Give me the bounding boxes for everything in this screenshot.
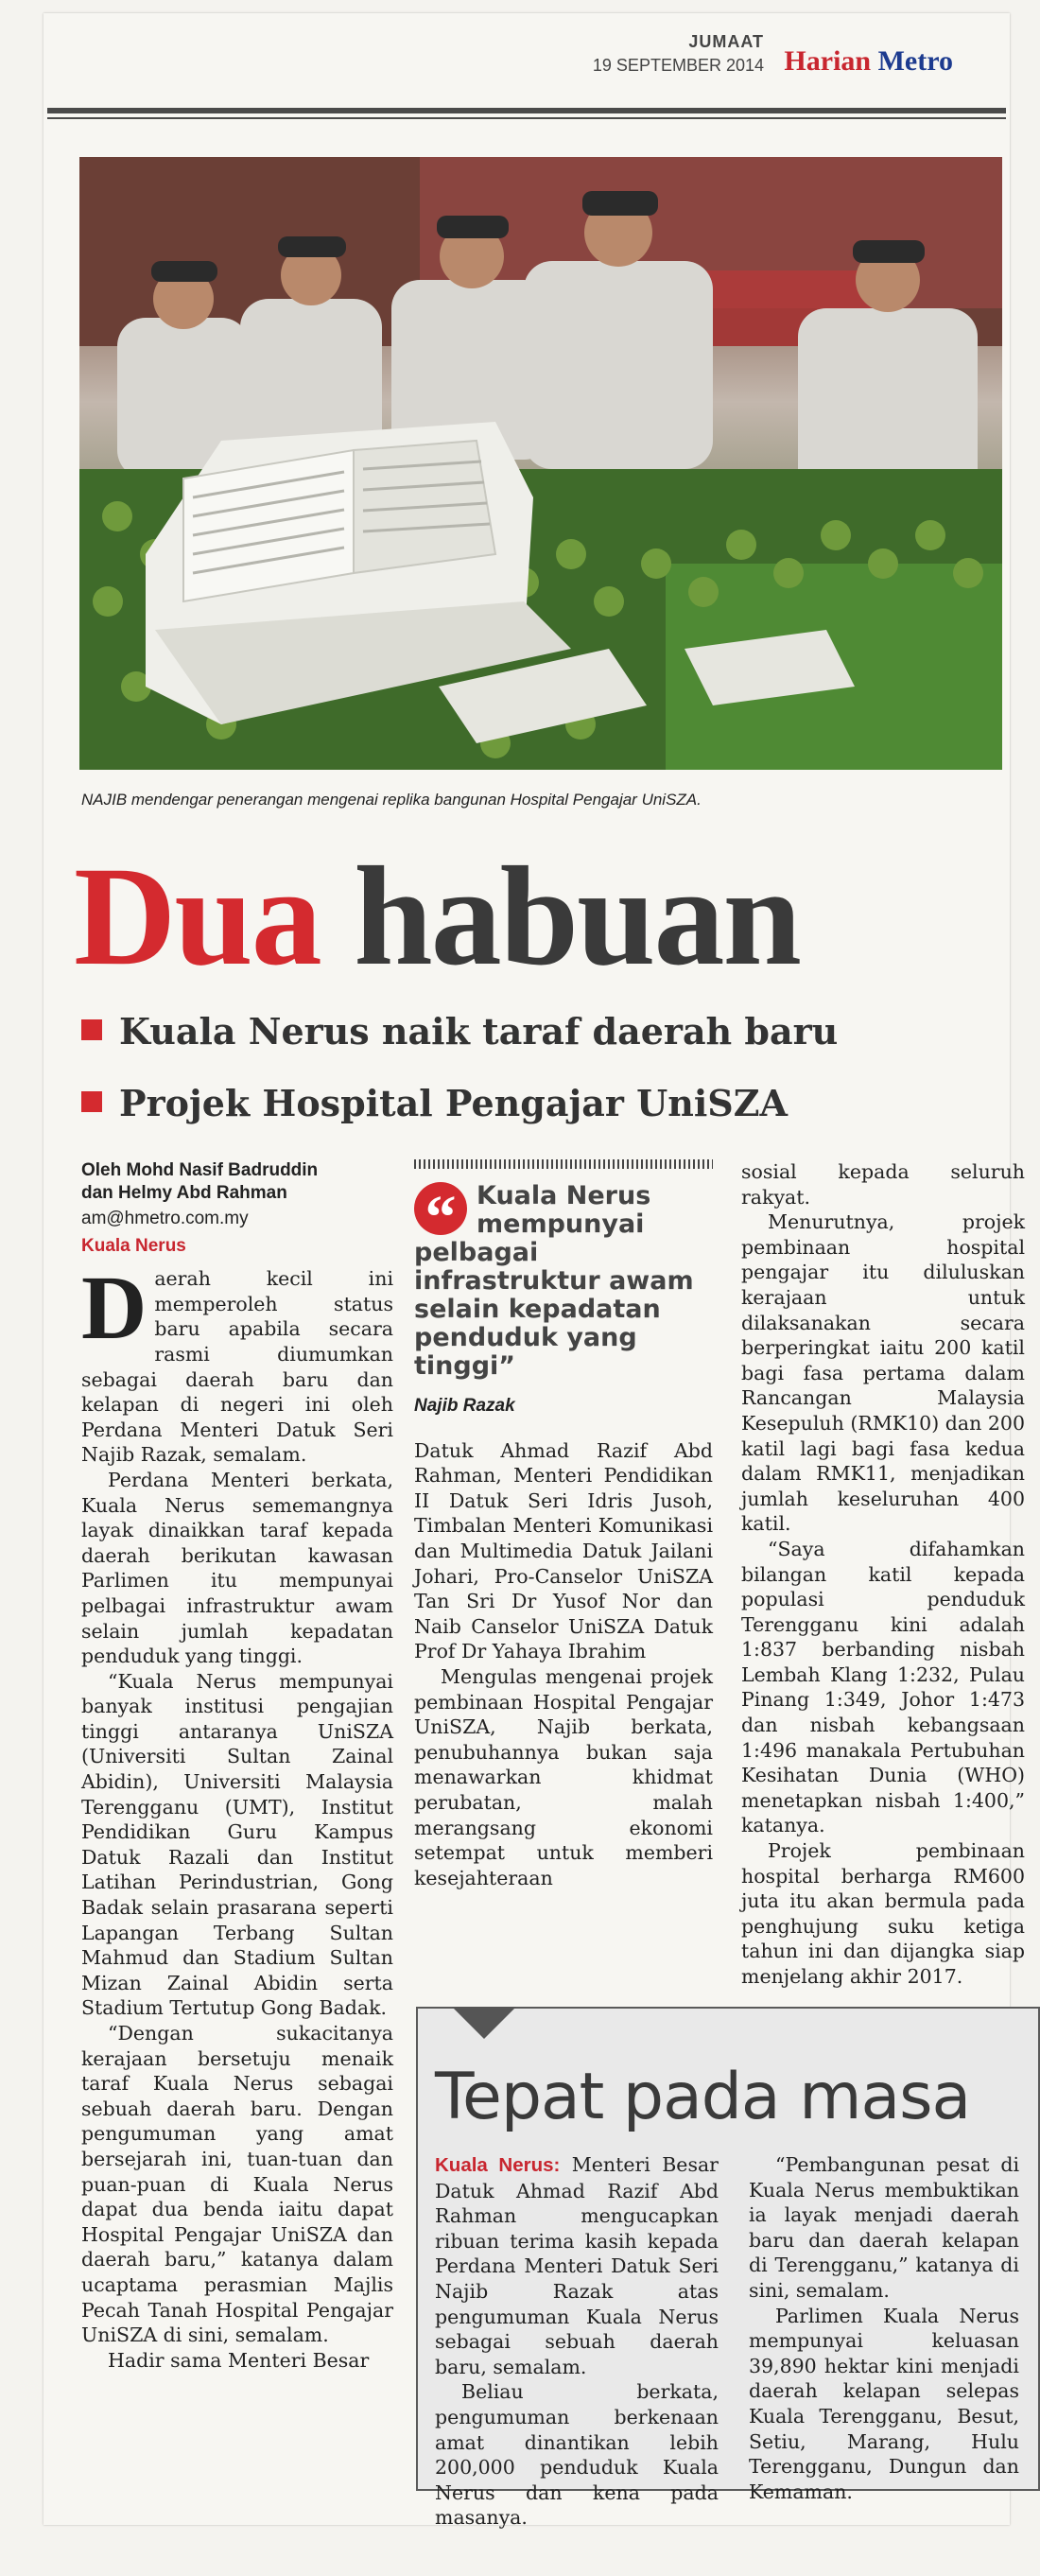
article-paragraph: Mengulas mengenai projek pembinaan Hospital Pengajar UniSZA, Najib berkata, penubuhannya bukan saja menawarkan khidmat perubatan, malah merangsang ekonomi setempat untuk memberi kesejahteraan (414, 1664, 713, 1889)
article-paragraph: Datuk Ahmad Razif Abd Rahman, Menteri Pendidikan II Datuk Seri Idris Jusoh, Timbalan Menteri Komunikasi dan Multimedia Datuk Jailani Johari, Pro-Canselor UniSZA Tan Sri Dr Yusof Nor dan Naib Canselor UniSZA Datuk Prof Dr Yahaya Ibrahim (414, 1438, 713, 1663)
sidebar-column-2 (749, 2152, 1019, 2504)
article-paragraph: sosial kepada seluruh rakyat. (741, 1160, 1025, 1209)
article-column-3 (741, 1159, 1025, 1990)
masthead-logo-part2: Metro (877, 45, 953, 77)
article-paragraph: “Dengan sukacitanya kerajaan bersetuju menaik taraf Kuala Nerus sebagai sebuah daerah baru. Dengan pengumuman yang amat bersejarah ini, tuan-tuan dan puan-puan di Kuala Nerus dapat dua benda iaitu dapat Hospital Pengajar UniSZA dan daerah baru,” katanya dalam ucaptama perasmian Majlis Pecah Tanah Hospital Pengajar UniSZA di sini, semalam. (81, 2022, 393, 2347)
drop-cap: D (81, 1257, 147, 1359)
sidebar-box (416, 2007, 1040, 2530)
sidebar-paragraph: Beliau berkata, pengumuman berkenaan amat dinantikan lebih 200,000 penduduk Kuala Nerus dan kena pada masanya. (435, 2380, 719, 2530)
article-paragraph (81, 1257, 393, 1468)
article-paragraph: Menurutnya, projek pembinaan hospital pengajar itu diluluskan kerajaan untuk dilaksanakan secara berperingkat iaitu 200 katil bagi fasa pertama dalam Rancangan Malaysia Kesepuluh (RMK10) dan 200 katil lagi bagi fasa kedua dalam RMK11, menjadikan jumlah keseluruhan 400 katil. (741, 1210, 1025, 1536)
article-column-1 (81, 1159, 393, 2373)
newspaper-clipping (43, 13, 1025, 2530)
byline (81, 1159, 393, 1205)
sidebar-paragraph (435, 2152, 719, 2379)
pullquote (414, 1182, 713, 1381)
headline-word-2: habuan (354, 838, 800, 995)
article-location: Kuala Nerus (81, 1235, 186, 1256)
subheading-1 (81, 1010, 838, 1053)
article-paragraph: Perdana Menteri berkata, Kuala Nerus sememangnya layak dinaikkan taraf kepada daerah berikutan kawasan Parlimen itu mempunyai pelbagai infrastruktur awam selain jumlah kepadatan penduduk yang tinggi. (81, 1468, 393, 1668)
byline-line-1: Oleh Mohd Nasif Badruddin (81, 1160, 319, 1180)
headline (74, 838, 800, 995)
sidebar-box-title: Tepat pada masa (435, 2060, 971, 2134)
dateline-date: 19 SEPTEMBER 2014 (592, 56, 764, 75)
subheading-2 (81, 1082, 788, 1124)
news-photo-illustration (79, 157, 1002, 770)
article-paragraph: Hadir sama Menteri Besar (108, 2348, 370, 2372)
sidebar-column-1 (435, 2152, 719, 2531)
byline-line-2: dan Helmy Abd Rahman (81, 1183, 287, 1203)
news-photo (79, 157, 1002, 770)
headline-word-1: Dua (74, 838, 321, 995)
pullquote-rule (414, 1159, 713, 1169)
article-paragraph: Projek pembinaan hospital berharga RM600 juta itu akan bermula pada penghujung suku ketiga tahun ini dan dijangka siap menjelang akhir 2017. (741, 1839, 1025, 1988)
sidebar-paragraph: “Pembangunan pesat di Kuala Nerus membuktikan ia layak menjadi daerah baru dan daerah kelapan di Terengganu,” katanya di sini, semalam. (749, 2153, 1019, 2302)
masthead-logo-part1: Harian (784, 45, 872, 77)
bullet-square-icon (81, 1019, 102, 1040)
article-paragraph: “Kuala Nerus mempunyai banyak institusi pengajian tinggi antaranya UniSZA (Universiti Sultan Zainal Abidin), Universiti Malaysia Terengganu (UMT), Institut Pendidikan Guru Kampus Datuk Razali dan Institut Latihan Perindustrian, Gong Badak selain prasarana seperti Lapangan Terbang Sultan Mahmud dan Stadium Sultan Mizan Zainal Abidin serta Stadium Tertutup Gong Badak. (81, 1669, 393, 2020)
photo-caption: NAJIB mendengar penerangan mengenai replika bangunan Hospital Pengajar UniSZA. (81, 791, 702, 809)
author-email: am@hmetro.com.my (81, 1209, 249, 1228)
dateline-day: JUMAAT (688, 32, 764, 51)
quote-mark-icon: “ (414, 1182, 467, 1235)
article-paragraph: “Saya difahamkan bilangan katil kepada populasi penduduk Terengganu kini adalah 1:837 berbanding nisbah Lembah Klang 1:232, Pulau Pinang 1:349, Johor 1:473 dan nisbah kebangsaan 1:496 manakala Pertubuhan Kesihatan Dunia (WHO) menetapkan nisbah 1:400,” katanya. (741, 1537, 1025, 1837)
article-paragraph-text: aerah kecil ini memperoleh status baru apabila secara rasmi diumumkan sebagai daerah baru dan kelapan di negeri ini oleh Perdana Menteri Datuk Seri Najib Razak, semalam. (81, 1267, 393, 1467)
bullet-square-icon (81, 1091, 102, 1112)
sidebar-paragraph: Parlimen Kuala Nerus mempunyai keluasan 39,890 hektar kini menjadi daerah kelapan selepas Kuala Terengganu, Besut, Setiu, Marang, Hulu Terengganu, Dungun dan Kemaman. (749, 2304, 1019, 2503)
masthead-logo (784, 45, 953, 78)
triangle-marker-icon (452, 2007, 516, 2039)
header-rule-thick (47, 108, 1006, 113)
sidebar-location: Kuala Nerus: (435, 2154, 561, 2176)
pullquote-author: Najib Razak (414, 1396, 515, 1416)
article-column-2 (414, 1159, 713, 1890)
dateline (593, 32, 764, 76)
sidebar-paragraph-text: Menteri Besar Datuk Ahmad Razif Abd Rahman mengucapkan ribuan terima kasih kepada Perdana Menteri Datuk Seri Najib Razak atas pengumuman Kuala Nerus sebagai sebuah daerah baru, semalam. (435, 2153, 719, 2378)
subheading-1-text: Kuala Nerus naik taraf daerah baru (119, 1010, 839, 1053)
pullquote-text: Kuala Nerus mempunyai pelbagai infrastruktur awam selain kepadatan penduduk yang tinggi” (414, 1181, 694, 1381)
header-rule-thin (47, 117, 1006, 119)
subheading-2-text: Projek Hospital Pengajar UniSZA (119, 1082, 788, 1124)
